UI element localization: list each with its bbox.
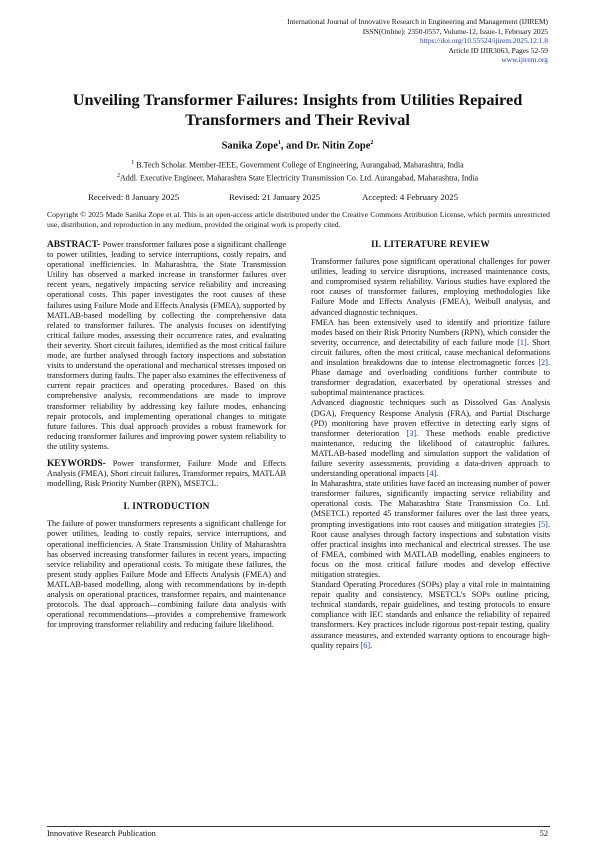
citation-4[interactable]: [4] — [426, 469, 437, 479]
lit-paragraph-2: FMEA has been extensively used to identify and prioritize failure modes based on their Risk Priority Numbers (RPN), which consider the severity, occurrence, and detectability of each failure mode [1]. Short circuit failures, often the most critical, cause mechanical deformations and insulation breakdowns due to intense electromagnetic forces [2]. Phase damage and overloading conditions further contribute to transformer degradation, exacerbated by operational stresses and suboptimal maintenance practices. — [311, 317, 550, 398]
intro-heading: I. INTRODUCTION — [123, 502, 210, 513]
abstract-heading: ABSTRACT- — [47, 240, 101, 250]
article-id: Article ID IJIR3063, Pages 52-59 — [448, 45, 548, 55]
received-date: Received: 8 January 2025 — [88, 192, 180, 202]
author-2-sup: 2 — [370, 140, 374, 146]
page-number: 52 — [539, 829, 548, 838]
lit-review-heading: II. LITERATURE REVIEW — [371, 240, 490, 250]
paper-title: Unveiling Transformer Failures: Insights from Utilities Repaired Transformers and Their Revival — [72, 90, 523, 129]
lit-paragraph-5: Standard Operating Procedures (SOPs) play a vital role in maintaining repair quality and consistency. MSETCL’s SOPs outline pricing, technical standards, repair guidelines, and testing protocols to ensure compliance with IEC standards and enhance the reliability of repaired transformers. Key practices include rigorous post-repair testing, quality assurance measures, and extended warranty options to encourage high-quality repairs [6]. — [311, 580, 550, 650]
journal-header — [287, 17, 548, 65]
author-line — [0, 140, 595, 152]
footer-rule — [47, 826, 550, 827]
affiliation-1: $^1$ B.Tech Scholar. Member-IEEE, Government College of Engineering, Aurangabad, Maharashtra, India — [131, 160, 464, 170]
keywords-heading: KEYWORDS- — [47, 458, 106, 469]
author-joiner: , and Dr. Nitin Zope — [280, 140, 371, 152]
keywords-text: Power transformer, Failure Mode and Effects Analysis (FMEA), Short circuit failures, Transformer repairs, MATLAB modelling, Risk Priority Number (RPN), MSETCL. — [47, 458, 286, 489]
affiliation-2: $^2$Addl. Executive Engineer, Maharashtra State Electricity Transmission Co. Ltd. Aurangabad, Maharashtra, India — [116, 173, 479, 183]
journal-name: International Journal of Innovative Research in Engineering and Management (IJIREM) — [287, 17, 548, 26]
accepted-date: Accepted: 4 February 2025 — [362, 192, 459, 202]
citation-1[interactable]: [1] — [517, 337, 527, 347]
website-link[interactable]: www.ijirem.org — [501, 55, 548, 65]
citation-2[interactable]: [2] — [538, 358, 548, 368]
lit-paragraph-4: In Maharashtra, state utilities have faced an increasing number of power transformer failures, significantly impacting service reliability and operational costs. The Maharashtra State Transmission Co. Ltd. (MSETCL) reported 45 transformer failures over the last three years, prompting investigations into root causes and mitigation strategies [5]. Root cause analyses through factory inspections and substation visits offer practical insights into mechanical and electrical stresses. The use of FMEA, combined with MATLAB modelling, enables engineers to focus on the most critical failure modes and develop effective mitigation strategies. — [311, 479, 550, 579]
lit-paragraph-3: Advanced diagnostic techniques such as Dissolved Gas Analysis (DGA), Frequency Response Analysis (FRA), and Partial Discharge (PD) monitoring have proven effective in detecting early signs of transformer deterioration [3]. These methods enable predictive maintenance, reducing the likelihood of catastrophic failures. MATLAB-based modelling and simulation support the validation of failure severity assessments, providing a data-driven approach to understanding operational impacts [4]. — [311, 398, 550, 479]
revised-date: Revised: 21 January 2025 — [229, 192, 321, 202]
issn-line: ISSN(Online): 2350-0557, Volume-12, Issue-1, February 2025 — [362, 26, 548, 36]
citation-6[interactable]: [6] — [360, 640, 371, 650]
author-1: Sanika Zope — [221, 140, 278, 152]
keywords-paragraph — [47, 459, 286, 489]
citation-3[interactable]: [3] — [406, 428, 417, 438]
lit-paragraph-1: Transformer failures pose significant operational challenges for power utilities, leading to service disruptions, increased maintenance costs, and compromised system reliability. Various studies have explored the root causes of transformer failures, employing methodologies like Failure Mode and Effects Analysis (FMEA), Weibull analysis, and advanced diagnostic techniques. — [311, 257, 550, 317]
footer-publisher: Innovative Research Publication — [47, 829, 156, 838]
citation-5[interactable]: [5] — [538, 519, 548, 529]
intro-text: The failure of power transformers represents a significant challenge for power utilities, leading to costly repairs, service interruptions, and operational inefficiencies. A State Transmission Utility of Maharashtra has observed increasing transformer failures in recent years, impacting service reliability and operational costs. To mitigate these failures, the present study applies Failure Mode and Effects Analysis (FMEA) and MATLAB-based modelling, along with recommendations by in-depth analysis on operational practices, transformer repairs, and maintenance protocols. The dual approach—combining failure data analysis with operational recommendations—provides a comprehensive framework for improving transformer reliability and reducing failure likelihood. — [47, 519, 286, 630]
copyright-notice: Copyright © 2025 Made Sanika Zope et al. This is an open-access article distributed under the Creative Commons Attribution License, which permits unrestricted use, distribution, and reproduction in any medium, provided the original work is properly cited. — [47, 210, 550, 229]
doi-link[interactable]: https://doi.org/10.55524/ijirem.2025.12.1.8 — [420, 36, 548, 46]
abstract-paragraph — [47, 240, 286, 452]
affiliations — [0, 158, 595, 184]
right-column — [311, 240, 550, 651]
abstract-text: Power transformer failures pose a significant challenge to power utilities, leading to service interruptions, costly repairs, and operational inefficiencies. In Maharashtra, the State Transmission Utility has observed a marked increase in transformer failures over recent years, negatively impacting service reliability and increasing operational costs. This paper investigates the root causes of these failures using Failure Mode and Effects Analysis (FMEA), supported by MATLAB-based modelling by collecting the comprehensive data related to transformer failures. The analysis focuses on identifying critical failure modes, assessing their occurrence rates, and evaluating their severity. Short circuit failures, identified as the most critical failure mode, are further analysed through factory inspections and substation visits to understand the operational and mechanical stresses imposed on transformers during faults. The paper also examines the effectiveness of current repair practices and operating procedures. Based on this comprehensive analysis, recommendations are made to improve transformer reliability by addressing key failure modes, enhancing repair protocols, and implementing operational changes to mitigate future failures. This dual approach provides a robust framework for reducing transformer failures and improving power system reliability to the utility systems. — [47, 240, 286, 451]
author-1-sup: 1 — [277, 140, 281, 146]
left-column — [47, 240, 286, 630]
